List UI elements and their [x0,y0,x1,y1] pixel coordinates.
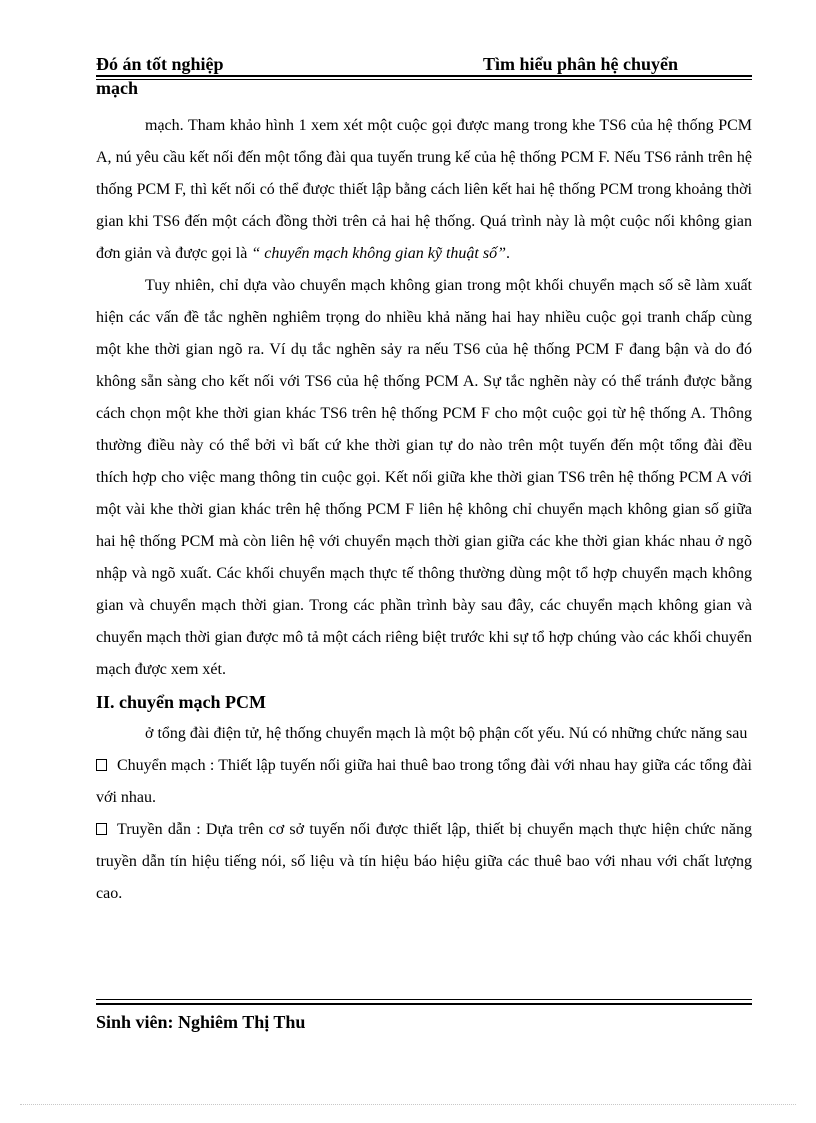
header-right-title: Tìm hiểu phân hệ chuyển [483,54,679,74]
paragraph-1-end: . [505,245,510,262]
footer-rule-thin [96,999,752,1000]
paragraph-1-italic-term: “ chuyển mạch không gian kỹ thuật số” [251,245,506,262]
page-bottom-edge [20,1104,796,1105]
footer-student-name: Sinh viên: Nghiêm Thị Thu [96,1012,306,1032]
paragraph-1 [96,110,752,270]
header-rule-thick [96,75,752,77]
page-header [96,52,752,76]
bullet-box-icon [96,759,107,771]
footer-rule-thick [96,1003,752,1005]
header-left-title: Đó án tốt nghiệp [96,54,224,74]
bullet-box-icon [96,823,107,835]
section-heading: II. chuyển mạch PCM [96,692,266,712]
bullet-item-transmission-text: Truyền dẫn : Dựa trên cơ sở tuyến nối được thiết lập, thiết bị chuyển mạch thực hiện chức năng truyền dẫn tín hiệu tiếng nói, số liệu và tín hiệu báo hiệu giữa các thuê bao với nhau với chất lượng cao. [96,821,752,902]
header-continuation: mạch [96,78,138,98]
bullet-item-switching [96,750,752,814]
paragraph-2: Tuy nhiên, chỉ dựa vào chuyển mạch không gian trong một khối chuyển mạch số sẽ làm xuất hiện các vấn đề tắc nghẽn nghiêm trọng do nhiều khả năng hai hay nhiều cuộc gọi tranh chấp cùng một khe thời gian ngõ ra. Ví dụ tắc nghẽn sảy ra nếu TS6 của hệ thống PCM F đang bận và do đó không sẵn sàng cho kết nối với TS6 của hệ thống PCM A. Sự tắc nghẽn này có thể tránh được bằng cách chọn một khe thời gian khác TS6 trên hệ thống PCM F cho một cuộc gọi từ hệ thống A. Thông thường điều này có thể bởi vì bất cứ khe thời gian tự do nào trên một tuyến đến một tổng đài đều thích hợp cho việc mang thông tin cuộc gọi. Kết nối giữa khe thời gian TS6 trên hệ thống PCM A với một vài khe thời gian khác trên hệ thống PCM F liên hệ không chỉ chuyển mạch không gian số giữa hai hệ thống PCM mà còn liên hệ với chuyển mạch thời gian giữa các khe thời gian khác nhau ở ngõ nhập và ngõ xuất. Các khối chuyển mạch thực tế thông thường dùng một tổ hợp chuyển mạch không gian và chuyển mạch thời gian. Trong các phần trình bày sau đây, các chuyển mạch không gian và chuyển mạch thời gian được mô tả một cách riêng biệt trước khi sự tổ hợp chúng vào các khối chuyển mạch được xem xét. [96,277,752,678]
document-body [96,110,752,910]
paragraph-3: ở tổng đài điện tử, hệ thống chuyển mạch là một bộ phận cốt yếu. Nú có những chức năng sau [145,725,748,742]
header-rule-thin [96,79,752,80]
bullet-item-transmission [96,814,752,910]
bullet-item-switching-text: Chuyển mạch : Thiết lập tuyến nối giữa hai thuê bao trong tổng đài với nhau hay giữa các tổng đài với nhau. [96,757,752,806]
paragraph-1-text: mạch. Tham khảo hình 1 xem xét một cuộc gọi được mang trong khe TS6 của hệ thống PCM A, nú yêu cầu kết nối đến một tổng đài qua tuyến trung kế của hệ thống PCM F. Nếu TS6 rảnh trên hệ thống PCM F, thì kết nối có thể được thiết lập bằng cách liên kết hai hệ thống PCM trong khoảng thời gian khi TS6 đến một cách đồng thời trên cả hai hệ thống. Quá trình này là một cuộc nối không gian đơn giản và được gọi là [96,117,752,262]
